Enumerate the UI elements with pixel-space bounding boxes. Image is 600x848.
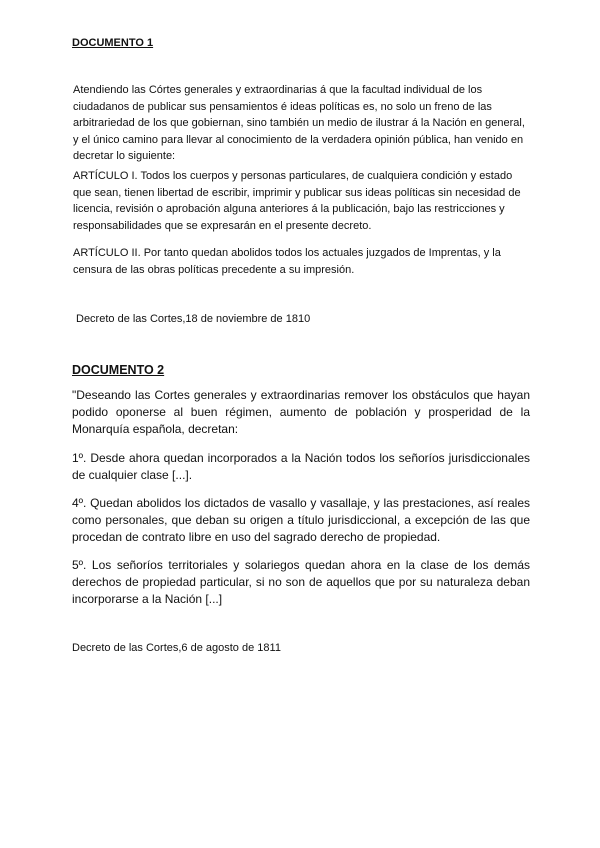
document-1-intro-paragraph: Atendiendo las Córtes generales y extraordinarias á que la facultad individual de los ciudadanos de publicar sus pensamientos é ideas políticas es, no solo un freno de las arbitrariedad de los que gobiernan, sino también un medio de ilustrar á la Nación en general, y el único camino para llevar al conocimiento de la verdadera opinión pública, han venido en decretar lo siguiente: bbox=[73, 84, 525, 162]
document-2-date: Decreto de las Cortes,6 de agosto de 1811 bbox=[72, 642, 281, 654]
document-2-point-1: 1º. Desde ahora quedan incorporados a la Nación todos los señoríos jurisdiccionales de cualquier clase [...]. bbox=[72, 451, 530, 482]
document-1-article-2: ARTÍCULO II. Por tanto quedan abolidos todos los actuales juzgados de Imprentas, y la censura de las obras políticas precedente a su impresión. bbox=[73, 247, 501, 276]
document-2-point-4: 4º. Quedan abolidos los dictados de vasallo y vasallaje, y las prestaciones, así reales como personales, que deban su origen a título jurisdiccional, a excepción de las que procedan de contrato libre en uso del sagrado derecho de propiedad. bbox=[72, 496, 530, 544]
document-2-heading: DOCUMENTO 2 bbox=[72, 363, 165, 377]
document-1-date: Decreto de las Cortes,18 de noviembre de 1810 bbox=[76, 313, 311, 325]
document-1-heading: DOCUMENTO 1 bbox=[72, 37, 154, 49]
document-2-intro-paragraph: "Deseando las Cortes generales y extraordinarias remover los obstáculos que hayan podido oponerse al buen régimen, aumento de población y prosperidad de la Monarquía española, decretan: bbox=[72, 388, 530, 436]
document-2-point-5: 5º. Los señoríos territoriales y solariegos quedan ahora en la clase de los demás derechos de propiedad particular, si no son de aquellos que por su naturaleza deban incorporarse a la Nación [...] bbox=[72, 558, 530, 606]
document-1-article-1: ARTÍCULO I. Todos los cuerpos y personas particulares, de cualquiera condición y estado que sean, tienen libertad de escribir, imprimir y publicar sus ideas políticas sin necesidad de licencia, revisión o aprobación alguna anteriores á la publicación, bajo las restricciones y responsabilidades que se expresarán en el presente decreto. bbox=[73, 170, 521, 232]
